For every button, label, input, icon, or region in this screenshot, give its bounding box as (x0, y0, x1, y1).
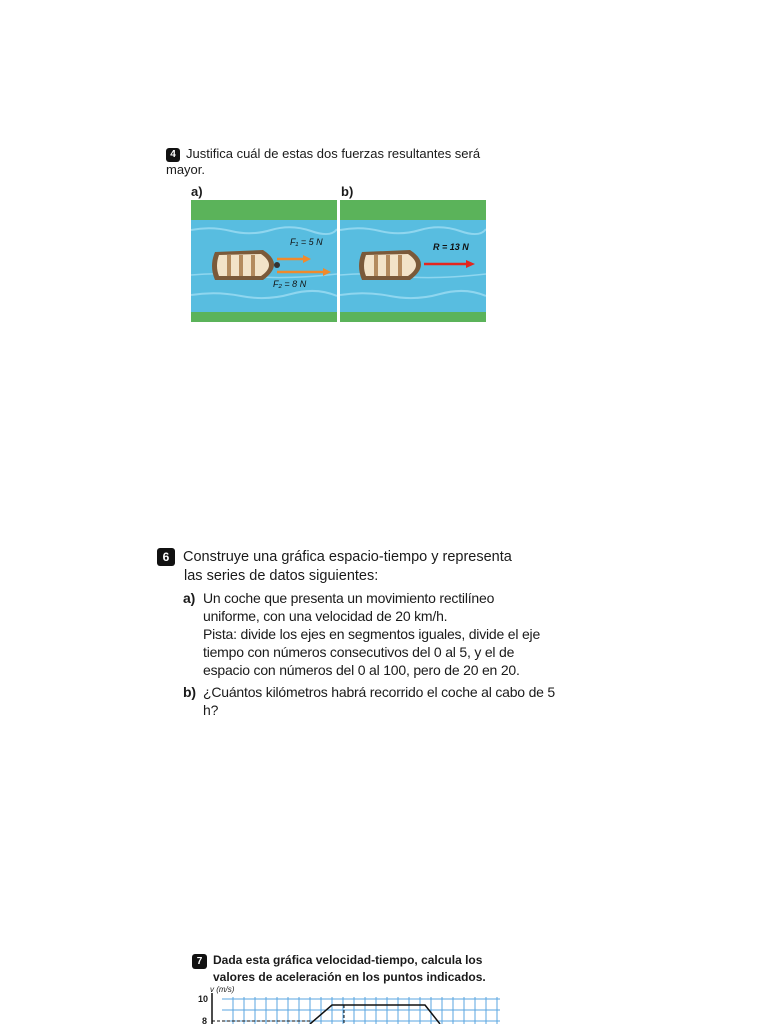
exercise-4 (166, 146, 496, 178)
y-tick-label: 10 (198, 994, 209, 1004)
exercise-6-title-text: Construye una gráfica espacio-tiempo y representa (183, 549, 512, 565)
exercise-number-badge: 4 (166, 148, 180, 162)
boat-illustration-b (340, 200, 486, 322)
exercise-6-item-a (157, 589, 557, 679)
exercise-7-title-line1 (192, 952, 512, 969)
item-b-text: ¿Cuántos kilómetros habrá recorrido el coche al cabo de 5 h? (203, 684, 556, 718)
exercise-4-title-line1 (166, 146, 496, 162)
force-f2-label: F₂ = 8 N (273, 279, 307, 289)
item-a-line: espacio con números del 0 al 100, pero de 20 en 20. (203, 662, 520, 678)
exercise-7-title-line2: valores de aceleración en los puntos indicados. (213, 970, 486, 984)
y-axis-label: v (m/s) (210, 985, 235, 994)
exercise-7 (192, 952, 512, 985)
exercise-4-title-line2: mayor. (166, 162, 206, 177)
y-tick-label: 8 (202, 1016, 208, 1024)
exercise-number-badge: 6 (157, 548, 175, 566)
exercise-6-title-line1 (157, 548, 557, 567)
exercise-6-title-line2: las series de datos siguientes: (184, 568, 379, 584)
item-a-line: tiempo con números consecutivos del 0 al 5, y el de (203, 644, 515, 660)
exercise-6-item-b (157, 683, 557, 719)
item-b-label: b) (183, 684, 196, 700)
graph-grid (190, 985, 510, 1024)
panel-a-label: a) (191, 184, 203, 199)
boat-illustration-a (191, 200, 337, 322)
force-f1-label: F₁ = 5 N (290, 237, 323, 247)
item-a-label: a) (183, 590, 196, 606)
exercise-7-title-text: Dada esta gráfica velocidad-tiempo, calcula los (213, 953, 483, 967)
resultant-force-label: R = 13 N (433, 242, 469, 252)
exercise-number-badge: 7 (192, 954, 207, 969)
item-a-line: Un coche que presenta un movimiento rectilíneo (203, 590, 495, 606)
item-a-line: Pista: divide los ejes en segmentos iguales, divide el eje (203, 626, 541, 642)
boat-scene-a-graphic (191, 200, 337, 322)
panel-b-label: b) (341, 184, 354, 199)
exercise-4-title-text: Justifica cuál de estas dos fuerzas resultantes será (186, 146, 481, 161)
velocity-time-graph (190, 985, 510, 1024)
boat-scene-b-graphic (340, 200, 486, 322)
item-a-line: uniforme, con una velocidad de 20 km/h. (203, 608, 448, 624)
exercise-6 (157, 548, 557, 719)
